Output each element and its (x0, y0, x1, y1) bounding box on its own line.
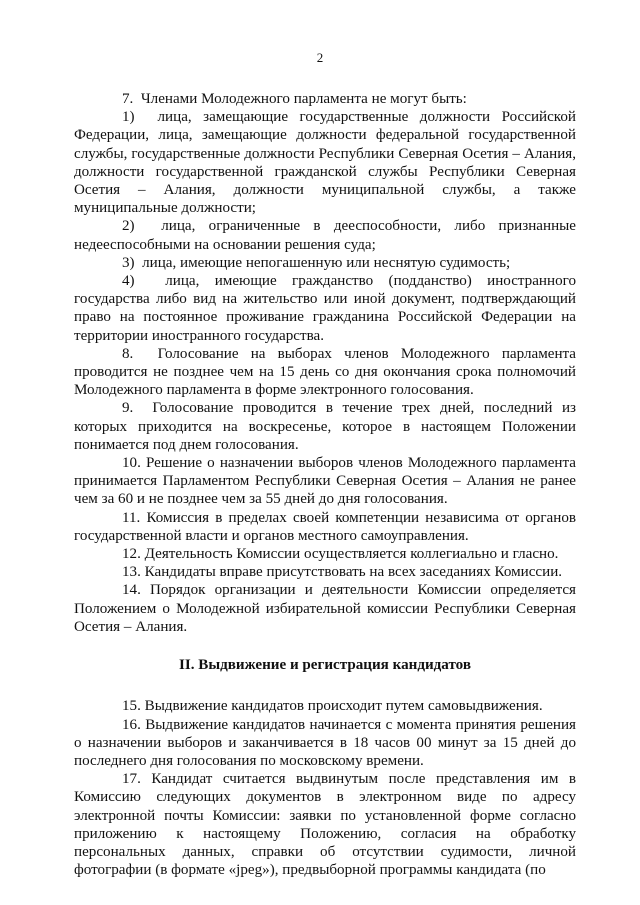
paragraph-8: 8. Голосование на выборах членов Молодежного парламента проводится не позднее чем на 15 день со дня окончания срока полномочий Молодежного парламента в форме электронного голосования. (74, 345, 576, 399)
paragraph-15: 15. Выдвижение кандидатов происходит путем самовыдвижения. (122, 698, 543, 715)
paragraph-9: 9. Голосование проводится в течение трех дней, последний из которых приходится на воскресенье, которое в настоящем Положении понимается под днем голосования. (74, 400, 576, 453)
paragraph-7-item-3: 3) лица, имеющие непогашенную или неснятую судимость; (122, 254, 511, 271)
paragraph-11: 11. Комиссия в пределах своей компетенции независима от органов государственной власти и органов местного самоуправления. (74, 509, 576, 544)
section-heading: II. Выдвижение и регистрация кандидатов (179, 657, 471, 674)
paragraph-10: 10. Решение о назначении выборов членов Молодежного парламента принимается Парламентом Республики Северная Осетия – Алания не ранее чем за 60 и не позднее чем за 55 дней до дня голосования. (74, 455, 576, 508)
paragraph-12: 12. Деятельность Комиссии осуществляется коллегиально и гласно. (122, 546, 559, 563)
document-body (74, 90, 576, 879)
paragraph-16: 16. Выдвижение кандидатов начинается с момента принятия решения о назначении выборов и заканчивается в 18 часов 00 минут за 15 дней до последнего дня голосования по московскому времени. (74, 716, 576, 769)
paragraph-14: 14. Порядок организации и деятельности Комиссии определяется Положением о Молодежной избирательной комиссии Республики Северная Осетия – Алания. (74, 582, 576, 635)
paragraph-7-item-2: 2) лица, ограниченные в дееспособности, либо признанные недееспособными на основании решения суда; (74, 218, 576, 253)
paragraph-7-item-1: 1) лица, замещающие государственные должности Российской Федерации, лица, замещающие должности федеральной государственной службы, государственные должности Республики Северная Осетия – Алания, должности государственной гражданской службы Республики Северная Осетия – Алания, должности муниципальной службы, а также муниципальные должности; (74, 109, 576, 217)
paragraph-13: 13. Кандидаты вправе присутствовать на всех заседаниях Комиссии. (122, 564, 563, 581)
page-number: 2 (316, 50, 324, 65)
paragraph-7-item-4: 4) лица, имеющие гражданство (подданство) иностранного государства либо вид на жительство или иной документ, подтверждающий право на постоянное проживание гражданина Российской Федерации на территории иностранного государства. (74, 273, 576, 344)
paragraph-17: 17. Кандидат считается выдвинутым после представления им в Комиссию следующих документов в электронном виде по адресу электронной почты Комиссии: заявки по установленной форме согласно приложению к настоящему Положению, согласия на обработку персональных данных, справки об отсутствии судимости, личной фотографии (в формате «jpeg»), предвыборной программы кандидата (по (74, 771, 576, 879)
paragraph-7: 7. Членами Молодежного парламента не могут быть: (122, 91, 467, 107)
